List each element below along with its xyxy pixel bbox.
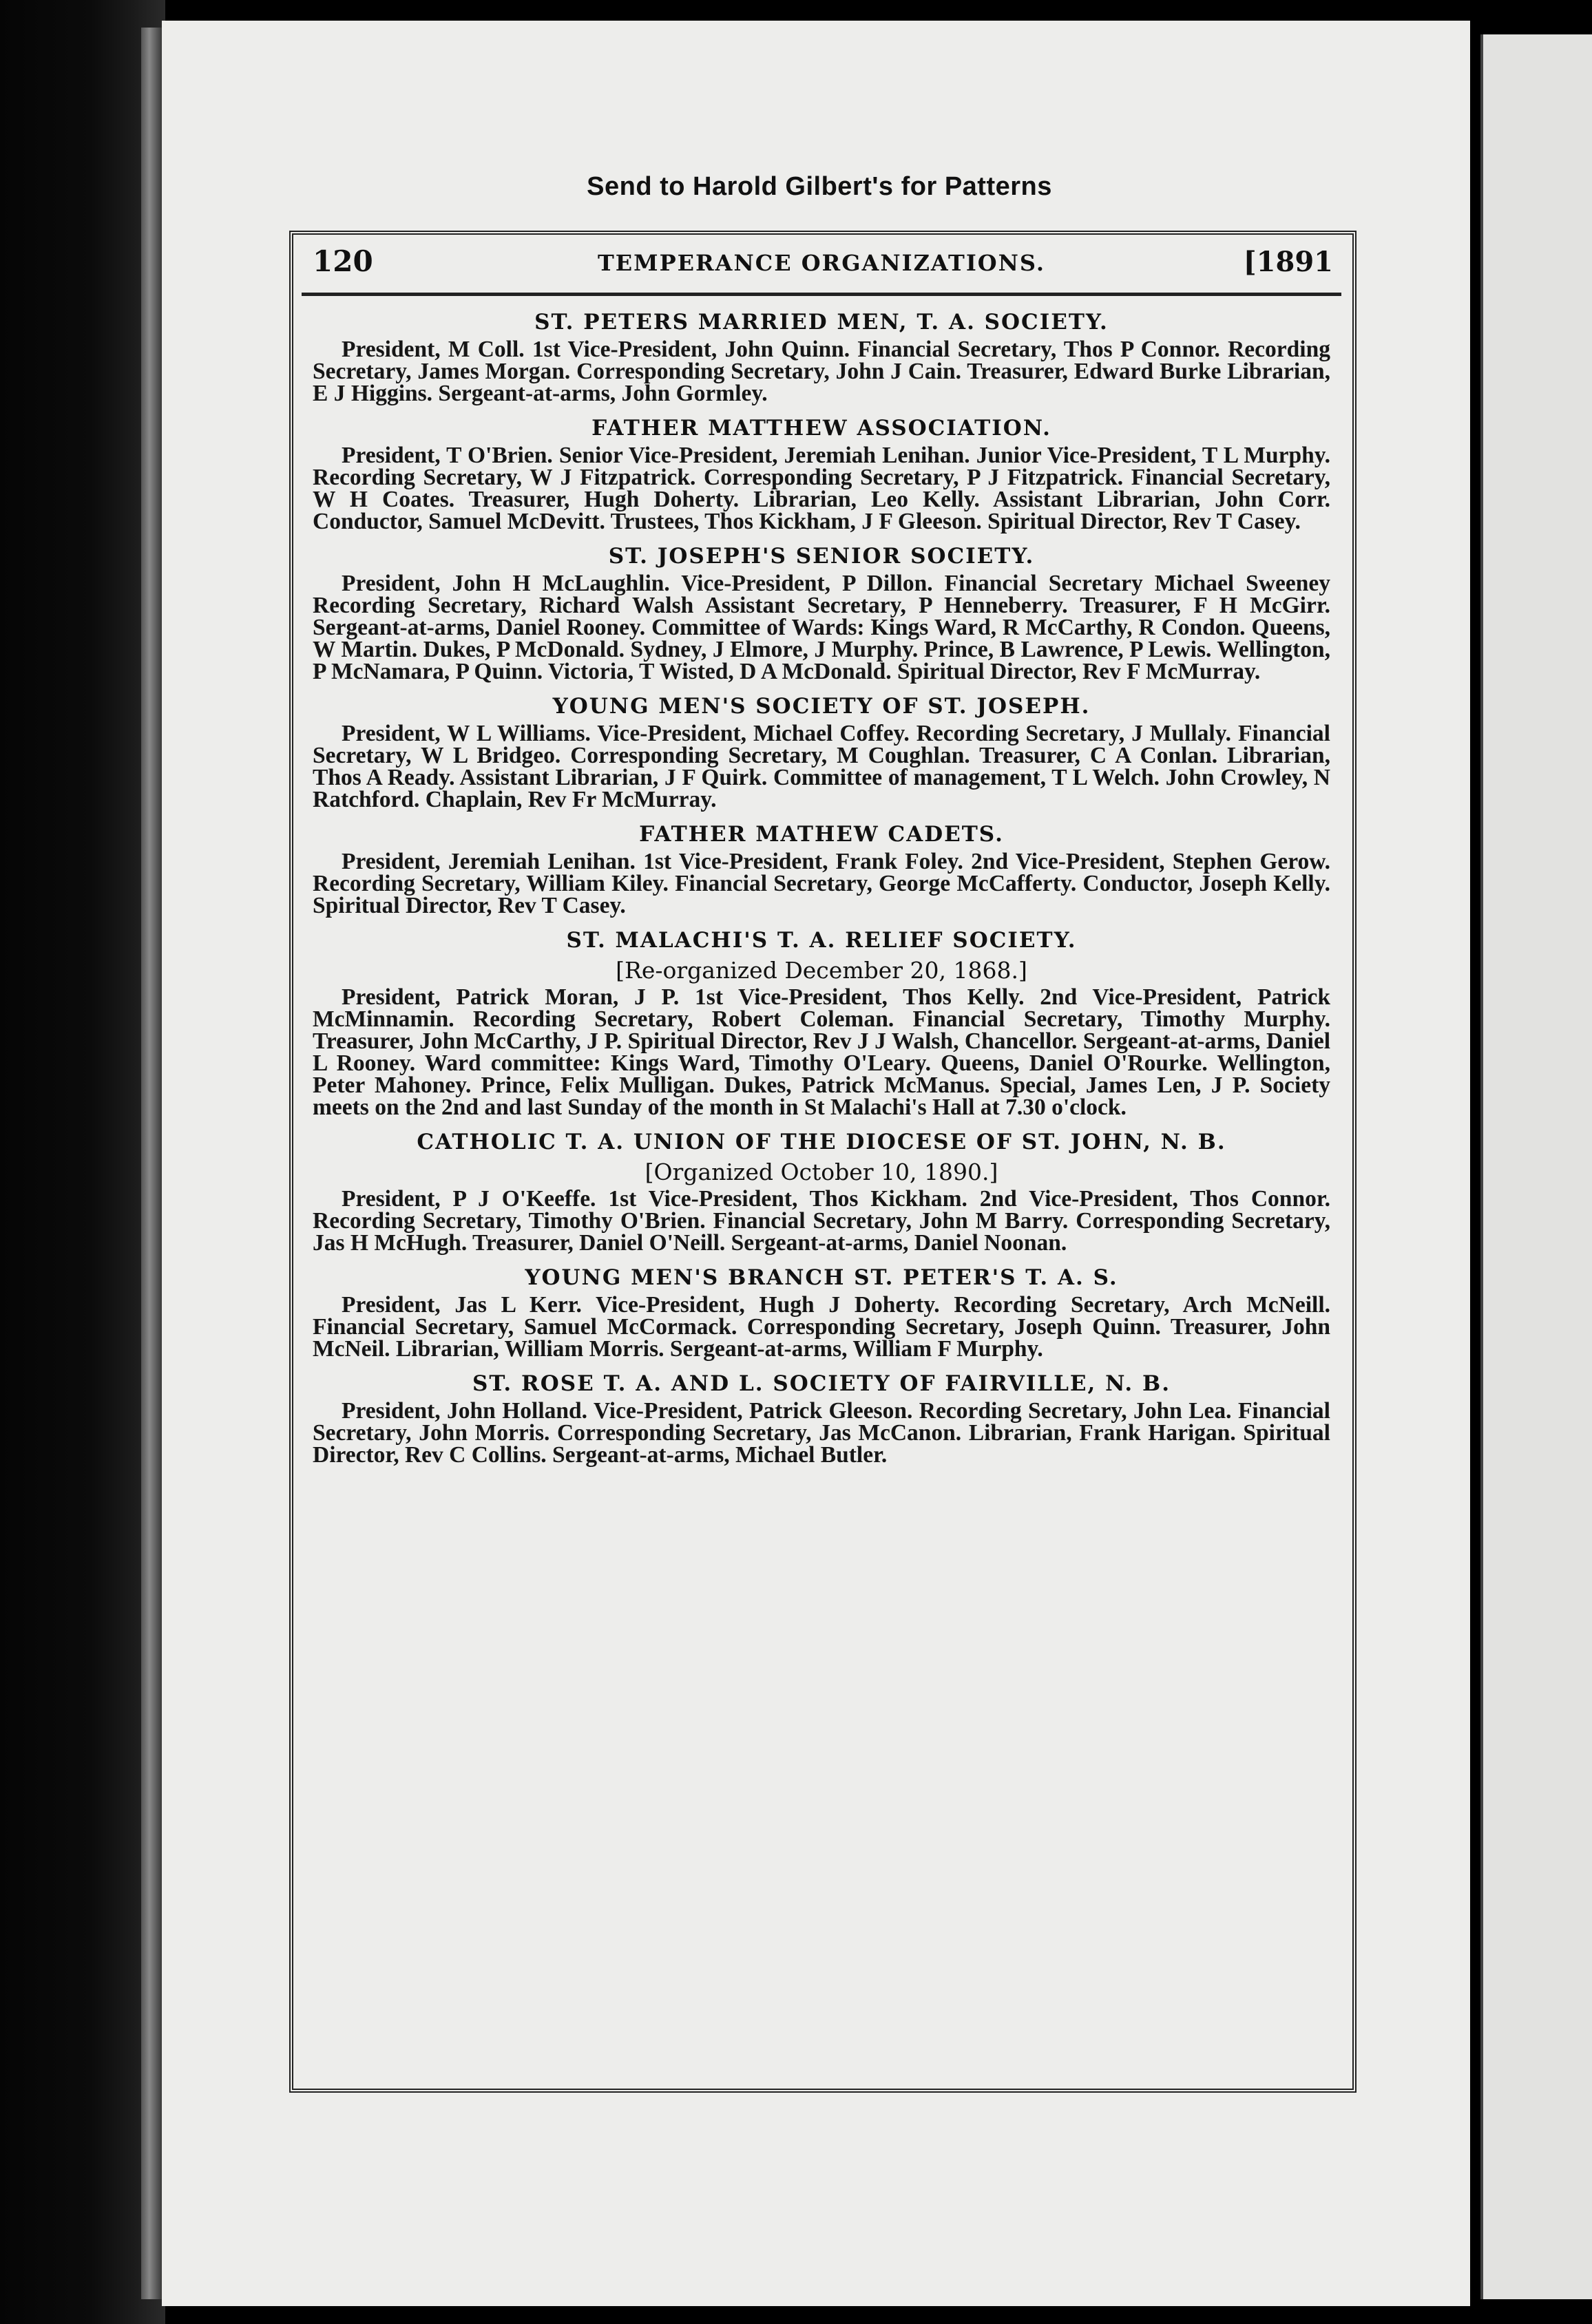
section-body: President, Patrick Moran, J P. 1st Vice-President, Thos Kelly. 2nd Vice-President, Patrick McMinnamin. Recording Secretary, Robert Coleman. Financial Secretary, Timothy Murphy. Treasurer, John McCarthy, J P. Spiritual Director, Rev J J Walsh, Chancellor. Sergeant-at-arms, Daniel L Rooney. Ward committee: Kings Ward, Timothy O'Leary. Queens, Daniel O'Rourke. Wellington, Peter Mahoney. Prince, Felix Mulligan. Dukes, Patrick McManus. Special, James Len, J P. Society meets on the 2nd and last Sunday of the month in St Malachi's Hall at 7.30 o'clock. (313, 984, 1330, 1120)
section-title: CATHOLIC T. A. UNION OF THE DIOCESE OF ST. JOHN, N. B. (417, 1130, 1226, 1154)
section-title: FATHER MATHEW CADETS. (639, 822, 1004, 847)
section-body: President, Jeremiah Lenihan. 1st Vice-President, Frank Foley. 2nd Vice-President, Stephen Gerow. Recording Secretary, William Kiley. Financial Secretary, George McCafferty. Conductor, Joseph Kelly. Spiritual Director, Rev T Casey. (313, 849, 1330, 918)
section-body: President, W L Williams. Vice-President, Michael Coffey. Recording Secretary, J Mullaly. Financial Secretary, W L Bridgeo. Corresponding Secretary, M Coughlan. Treasurer, C A Conlan. Librarian, Thos A Ready. Assistant Librarian, J F Quirk. Committee of management, T L Welch. John Crowley, N Ratchford. Chaplain, Rev Fr McMurray. (313, 721, 1330, 812)
section-st-rose-fairville (313, 1371, 1330, 1466)
sections-list (302, 296, 1341, 1466)
advertisement-banner: Send to Harold Gilbert's for Patterns (587, 172, 1052, 201)
section-st-malachis-relief-society (313, 928, 1330, 1119)
book-binding-edge (141, 28, 162, 2299)
scan-left-border (0, 0, 165, 2324)
section-young-mens-society-st-joseph (313, 694, 1330, 811)
section-body: President, Jas L Kerr. Vice-President, Hugh J Doherty. Recording Secretary, Arch McNeill. Financial Secretary, Samuel McCormack. Corresponding Secretary, Joseph Quinn. Treasurer, John McNeil. Librarian, William Morris. Sergeant-at-arms, William F Murphy. (313, 1292, 1330, 1362)
section-title: FATHER MATTHEW ASSOCIATION. (591, 416, 1051, 441)
page-body (302, 237, 1341, 2086)
section-title: YOUNG MEN'S BRANCH ST. PETER'S T. A. S. (525, 1265, 1118, 1290)
section-body: President, John Holland. Vice-President, Patrick Gleeson. Recording Secretary, John Lea. Financial Secretary, John Morris. Corresponding Secretary, Jas McCanon. Librarian, Frank Harigan. Spiritual Director, Rev C Collins. Sergeant-at-arms, Michael Butler. (313, 1398, 1330, 1468)
section-title: ST. JOSEPH'S SENIOR SOCIETY. (608, 544, 1035, 569)
section-catholic-ta-union (313, 1130, 1330, 1254)
section-young-mens-branch-st-peters (313, 1265, 1330, 1360)
year-label: [1891 (1243, 246, 1333, 278)
section-note: [Re-organized December 20, 1868.] (616, 957, 1027, 984)
running-title: TEMPERANCE ORGANIZATIONS. (597, 250, 1046, 276)
section-father-matthew-association (313, 416, 1330, 533)
section-body: President, John H McLaughlin. Vice-President, P Dillon. Financial Secretary Michael Sweeney Recording Secretary, Richard Walsh Assistant Secretary, P Henneberry. Treasurer, F H McGirr. Sergeant-at-arms, Daniel Rooney. Committee of Wards: Kings Ward, R McCarthy, R Condon. Queens, W Martin. Dukes, P McDonald. Sydney, J Elmore, J Murphy. Prince, B Lawrence, P Lewis. Wellington, P McNamara, P Quinn. Victoria, T Wisted, D A McDonald. Spiritual Director, Rev F McMurray. (313, 571, 1330, 684)
section-title: ST. PETERS MARRIED MEN, T. A. SOCIETY. (534, 310, 1109, 335)
section-title: ST. ROSE T. A. AND L. SOCIETY OF FAIRVILLE, N. B. (472, 1371, 1171, 1396)
section-body: President, P J O'Keeffe. 1st Vice-President, Thos Kickham. 2nd Vice-President, Thos Connor. Recording Secretary, Timothy O'Brien. Financial Secretary, John M Barry. Corresponding Secretary, Jas H McHugh. Treasurer, Daniel O'Neill. Sergeant-at-arms, Daniel Noonan. (313, 1186, 1330, 1256)
section-note: [Organized October 10, 1890.] (645, 1159, 998, 1185)
section-title: YOUNG MEN'S SOCIETY OF ST. JOSEPH. (552, 694, 1091, 719)
adjacent-page-edge (1480, 34, 1592, 2299)
section-father-mathew-cadets (313, 822, 1330, 917)
section-title: ST. MALACHI'S T. A. RELIEF SOCIETY. (566, 928, 1077, 953)
section-body: President, T O'Brien. Senior Vice-President, Jeremiah Lenihan. Junior Vice-President, T L Murphy. Recording Secretary, W J Fitzpatrick. Corresponding Secretary, P J Fitzpatrick. Financial Secretary, W H Coates. Treasurer, Hugh Doherty. Librarian, Leo Kelly. Assistant Librarian, John Corr. Conductor, Samuel McDevitt. Trustees, Thos Kickham, J F Gleeson. Spiritual Director, Rev T Casey. (313, 443, 1330, 534)
section-body: President, M Coll. 1st Vice-President, John Quinn. Financial Secretary, Thos P Connor. Recording Secretary, James Morgan. Corresponding Secretary, John J Cain. Treasurer, Edward Burke Librarian, E J Higgins. Sergeant-at-arms, John Gormley. (313, 337, 1330, 406)
section-st-josephs-senior-society (313, 544, 1330, 683)
running-header (302, 237, 1341, 296)
page-number: 120 (313, 244, 373, 278)
section-st-peters-married-men (313, 310, 1330, 405)
